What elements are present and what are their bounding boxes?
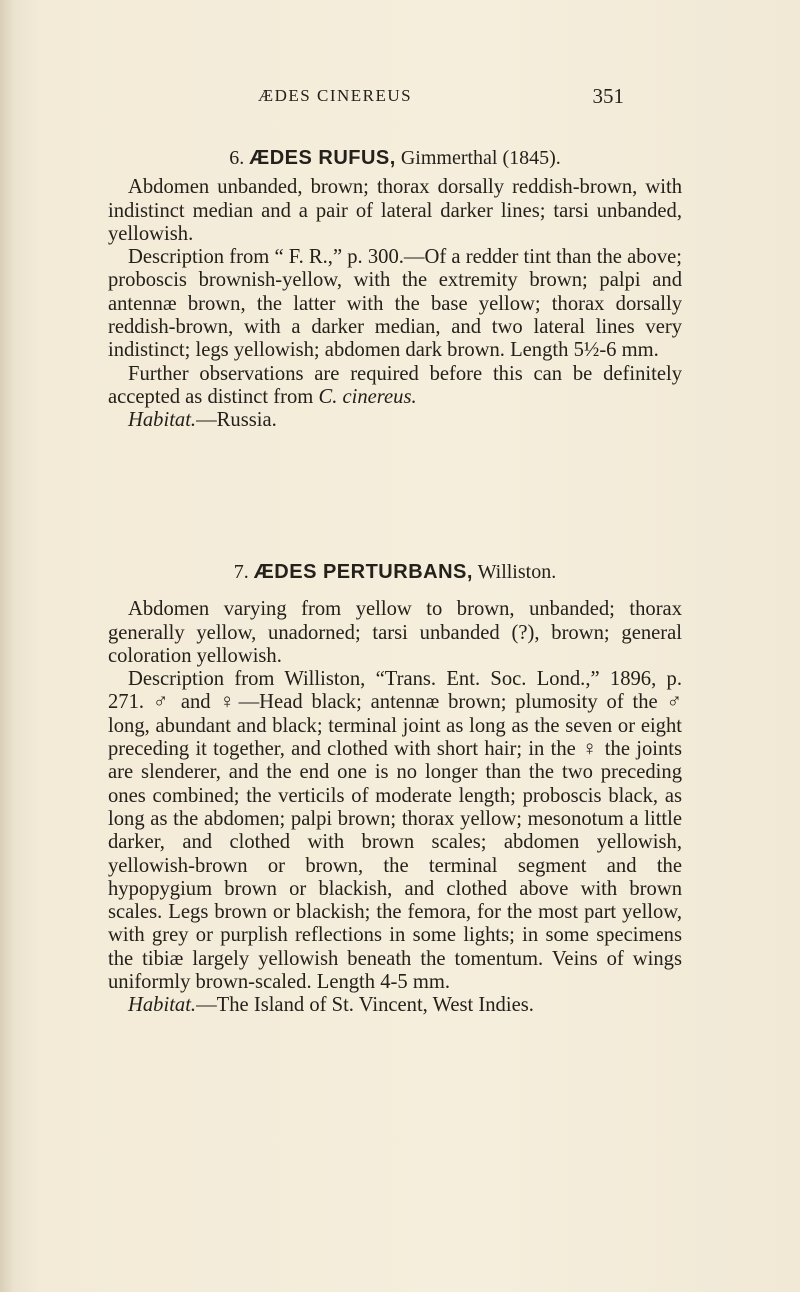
species-heading: [108, 561, 682, 584]
habitat-label: Habitat.: [128, 994, 197, 1017]
species-reference: C. cinereus.: [318, 385, 417, 408]
diagnosis-paragraph: Abdomen varying from yellow to brown, unbanded; thorax generally yellow, unadorned; tarsi unbanded (?), brown; general coloration yellowish.: [108, 598, 682, 667]
species-name: ÆDES PERTURBANS,: [253, 561, 473, 583]
species-authority: Gimmerthal (1845).: [400, 147, 561, 169]
page-header: [0, 86, 800, 116]
species-section-rufus: [108, 147, 682, 433]
habitat-label: Habitat.: [128, 409, 197, 432]
description-paragraph: Description from Williston, “Trans. Ent. Soc. Lond.,” 1896, p. 271. ♂ and ♀—Head black; antennæ brown; plumosity of the ♂ long, abundant and black; terminal joint as long as the seven or eight preceding it together, and clothed with short hair; in the ♀ the joints are slenderer, and the end one is no longer than the two preceding ones combined; the verticils of moderate length; proboscis black, as long as the abdomen; palpi brown; thorax yellow; mesonotum a little darker, and clothed with brown scales; abdomen yellowish, yellowish-brown or brown, the terminal segment and the hypopygium brown or blackish, and clothed above with brown scales. Legs brown or blackish; the femora, for the most part yellow, with grey or purplish reflections in some lights; in some specimens the tibiæ largely yellowish beneath the tomentum. Veins of wings uniformly brown-scaled. Length 4-5 mm.: [108, 668, 682, 994]
species-name: ÆDES RUFUS,: [249, 147, 396, 169]
habitat-line: [108, 994, 682, 1017]
page-number: 351: [592, 84, 624, 108]
species-heading: [108, 147, 682, 170]
description-paragraph: Description from “ F. R.,” p. 300.—Of a redder tint than the above; proboscis brownish-yellow, with the extremity brown; palpi and antennæ brown, the latter with the base yellow; thorax dorsally reddish-brown, with a darker median, and two lateral lines very indistinct; legs yellowish; abdomen dark brown. Length 5½-6 mm.: [108, 246, 682, 362]
remarks-text: Further observations are required before this can be definitely accepted as distinct from: [108, 362, 682, 408]
species-section-perturbans: [108, 561, 682, 1018]
habitat-line: [108, 409, 682, 432]
habitat-value: —Russia.: [196, 409, 277, 432]
habitat-value: —The Island of St. Vincent, West Indies.: [196, 994, 534, 1017]
remarks-paragraph: [108, 363, 682, 410]
diagnosis-paragraph: Abdomen unbanded, brown; thorax dorsally reddish-brown, with indistinct median and a pair of lateral darker lines; tarsi unbanded, yellowish.: [108, 176, 682, 245]
running-title: ÆDES CINEREUS: [258, 86, 413, 105]
species-number: 6.: [229, 147, 245, 169]
species-number: 7.: [233, 561, 249, 583]
species-authority: Williston.: [477, 561, 557, 583]
